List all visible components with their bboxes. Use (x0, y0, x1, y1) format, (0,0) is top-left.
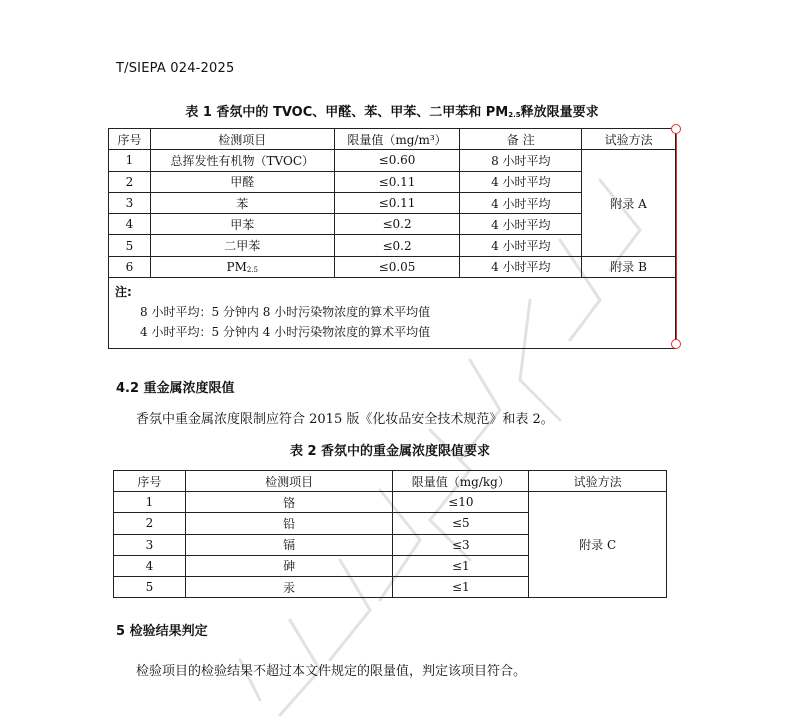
header-cell: 试验方法 (582, 129, 676, 150)
note-line: 4 小时平均：5 分钟内 4 小时污染物浓度的算术平均值 (140, 325, 431, 340)
cell-item: 总挥发性有机物（TVOC） (150, 150, 334, 171)
selection-handle-top[interactable] (671, 124, 681, 134)
cell-no: 3 (109, 192, 151, 213)
paragraph: 检验项目的检验结果不超过本文件规定的限量值，判定该项目符合。 (136, 664, 527, 679)
cell-limit: ≤0.60 (334, 150, 460, 171)
notes-cell (109, 278, 676, 349)
cell-limit: ≤0.2 (334, 235, 460, 256)
cell-limit: ≤0.05 (334, 256, 460, 277)
document-code: T/SIEPA 024-2025 (116, 61, 235, 76)
cell-no: 1 (114, 492, 186, 513)
cell-item: $PM_{2.5}$ (150, 256, 334, 277)
cell-no: 2 (109, 171, 151, 192)
cell-note: 4 小时平均 (460, 192, 582, 213)
cell-no: 2 (114, 513, 186, 534)
cell-no: 6 (109, 256, 151, 277)
table1-title: 表 1 香氛中的 TVOC、甲醛、苯、甲苯、二甲苯和 $PM_{2.5}$释放限量要求 (185, 105, 599, 120)
cell-item: 甲苯 (150, 214, 334, 235)
table-row (114, 492, 667, 513)
table2 (113, 470, 667, 598)
header-cell: 序号 (109, 129, 151, 150)
cell-note: 4 小时平均 (460, 256, 582, 277)
cell-no: 5 (109, 235, 151, 256)
header-cell: 限量值（mg/kg） (393, 471, 529, 492)
cell-item: 砷 (185, 555, 393, 576)
cell-method: 附录 B (582, 256, 676, 277)
selection-handle-bottom[interactable] (671, 339, 681, 349)
table-header-row (109, 129, 676, 150)
cell-item: 甲醛 (150, 171, 334, 192)
header-cell: 检测项目 (185, 471, 393, 492)
cell-no: 4 (109, 214, 151, 235)
cell-note: 4 小时平均 (460, 214, 582, 235)
cell-item: 镉 (185, 534, 393, 555)
cell-no: 1 (109, 150, 151, 171)
cell-limit: ≤1 (393, 576, 529, 597)
cell-limit: ≤1 (393, 555, 529, 576)
cell-note: 4 小时平均 (460, 235, 582, 256)
cell-no: 3 (114, 534, 186, 555)
cell-no: 5 (114, 576, 186, 597)
paragraph: 香氛中重金属浓度限制应符合 2015 版《化妆品安全技术规范》和表 2。 (136, 412, 554, 427)
cell-item: 铬 (185, 492, 393, 513)
table-row (109, 256, 676, 277)
cell-note: 8 小时平均 (460, 150, 582, 171)
cell-limit: ≤5 (393, 513, 529, 534)
note-line: 8 小时平均：5 分钟内 8 小时污染物浓度的算术平均值 (140, 305, 431, 320)
cell-method: 附录 C (529, 492, 667, 598)
cell-method: 附录 A (582, 150, 676, 256)
cell-limit: ≤0.11 (334, 171, 460, 192)
header-cell: 序号 (114, 471, 186, 492)
table-row (109, 150, 676, 171)
table1 (108, 128, 676, 349)
cell-limit: ≤3 (393, 534, 529, 555)
notes-label: 注: (115, 285, 132, 300)
cell-limit: ≤0.11 (334, 192, 460, 213)
cell-limit: ≤10 (393, 492, 529, 513)
section-heading: 5 检验结果判定 (116, 624, 208, 639)
cell-item: 二甲苯 (150, 235, 334, 256)
section-heading: 4.2 重金属浓度限值 (116, 381, 235, 396)
header-cell: 检测项目 (150, 129, 334, 150)
selection-edge (676, 134, 677, 339)
cell-item: 苯 (150, 192, 334, 213)
header-cell: 备 注 (460, 129, 582, 150)
table2-title: 表 2 香氛中的重金属浓度限值要求 (289, 444, 491, 459)
header-cell: 限量值（mg/m³） (334, 129, 460, 150)
cell-item: 汞 (185, 576, 393, 597)
header-cell: 试验方法 (529, 471, 667, 492)
cell-no: 4 (114, 555, 186, 576)
table-header-row (114, 471, 667, 492)
cell-limit: ≤0.2 (334, 214, 460, 235)
cell-item: 铅 (185, 513, 393, 534)
cell-note: 4 小时平均 (460, 171, 582, 192)
table-notes-row (109, 278, 676, 349)
